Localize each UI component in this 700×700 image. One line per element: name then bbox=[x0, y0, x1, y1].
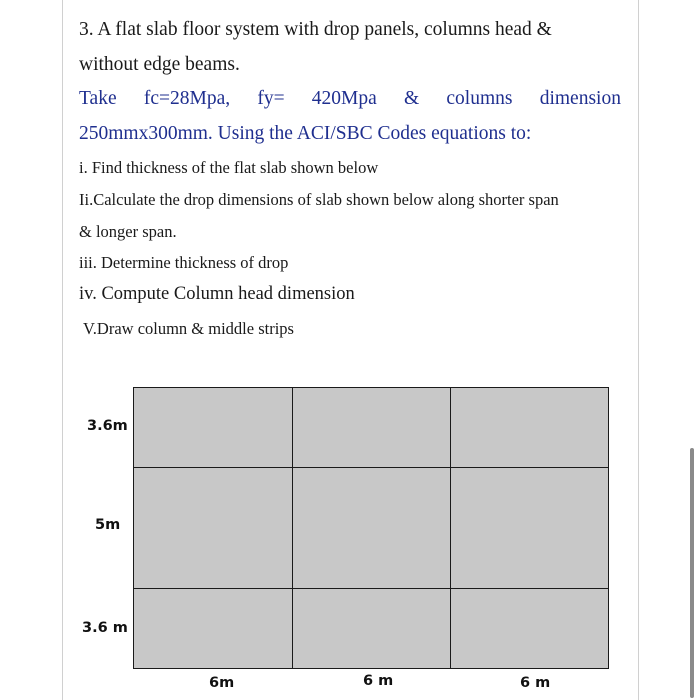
grid-line-row-2 bbox=[134, 588, 608, 589]
fy-label: fy= bbox=[257, 88, 285, 109]
problem-statement-line-2: without edge beams. bbox=[79, 54, 240, 75]
column-size-line: 250mmx300mm. Using the ACI/SBC Codes equations to: bbox=[79, 123, 532, 144]
row-span-label-middle: 5m bbox=[95, 517, 121, 533]
word-columns: columns bbox=[446, 88, 513, 109]
scrollbar[interactable] bbox=[690, 448, 694, 698]
task-i: i. Find thickness of the flat slab shown below bbox=[79, 158, 379, 177]
ampersand: & bbox=[404, 88, 420, 109]
column-span-label-1: 6m bbox=[209, 675, 235, 691]
left-page-edge bbox=[62, 0, 63, 700]
word-take: Take bbox=[79, 88, 117, 109]
right-page-edge bbox=[638, 0, 639, 700]
task-iii: iii. Determine thickness of drop bbox=[79, 253, 289, 272]
column-span-label-3: 6 m bbox=[520, 675, 551, 691]
given-values-line bbox=[79, 88, 621, 110]
task-ii-continued: & longer span. bbox=[79, 222, 177, 241]
task-iv: iv. Compute Column head dimension bbox=[79, 284, 355, 304]
column-span-label-2: 6 m bbox=[363, 673, 394, 689]
row-span-label-top: 3.6m bbox=[87, 418, 128, 434]
task-v: V.Draw column & middle strips bbox=[83, 319, 294, 338]
steel-strength: 420Mpa bbox=[311, 88, 377, 109]
task-ii: Ii.Calculate the drop dimensions of slab shown below along shorter span bbox=[79, 190, 559, 209]
problem-statement-line-1: 3. A flat slab floor system with drop panels, columns head & bbox=[79, 19, 552, 40]
grid-line-column-1 bbox=[292, 388, 293, 668]
word-dimension: dimension bbox=[539, 88, 621, 109]
slab-plan-grid bbox=[133, 387, 609, 669]
grid-line-column-2 bbox=[450, 388, 451, 668]
row-span-label-bottom: 3.6 m bbox=[82, 620, 128, 636]
concrete-strength: fc=28Mpa, bbox=[143, 88, 231, 109]
grid-line-row-1 bbox=[134, 467, 608, 468]
